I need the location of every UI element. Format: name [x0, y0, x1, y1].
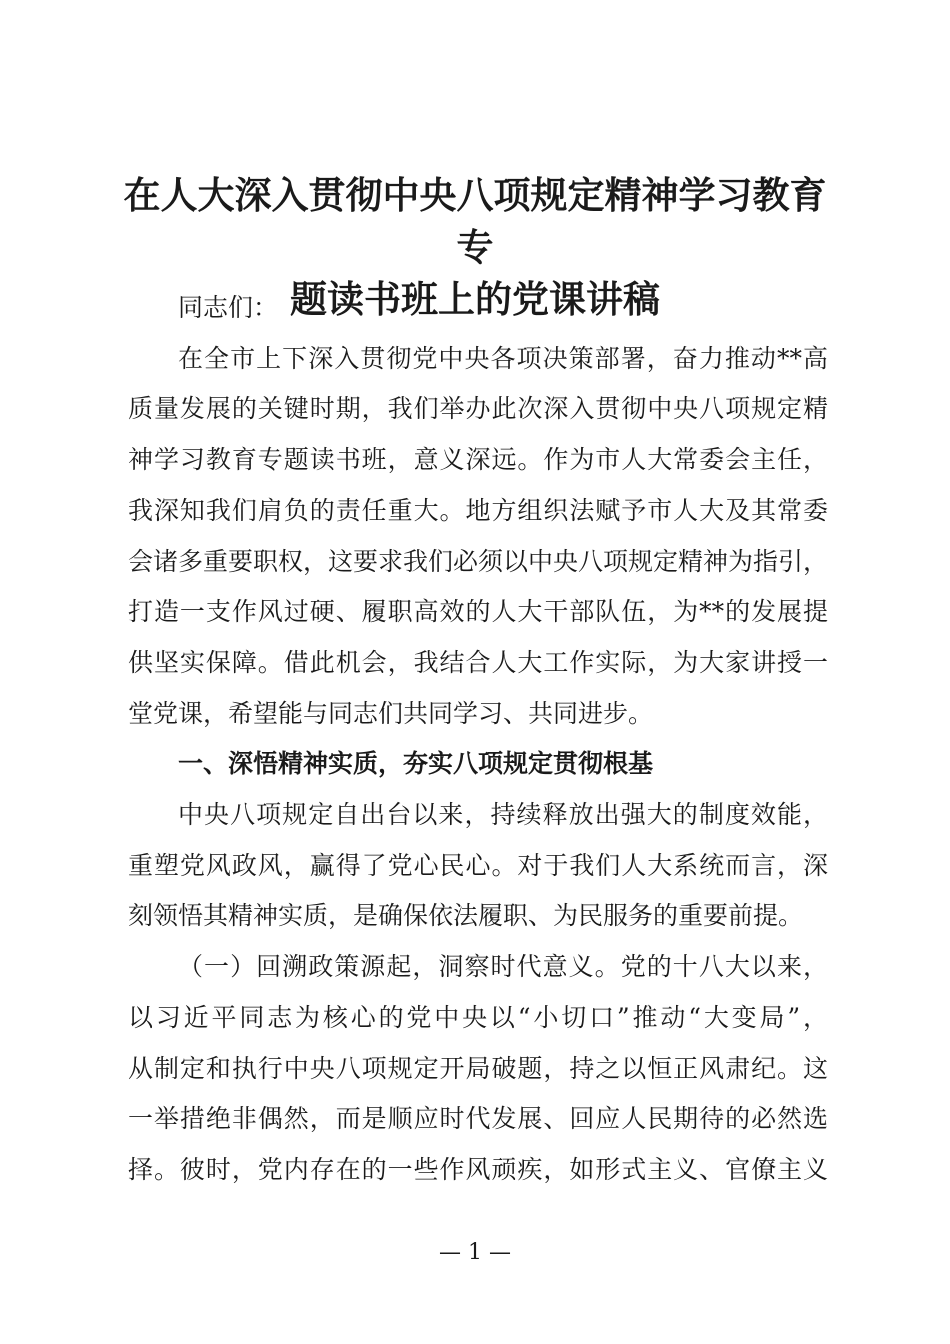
salutation: 同志们： — [178, 293, 279, 322]
intro-line: 质量发展的关键时期，我们举办此次深入贯彻中央八项规定精 — [128, 394, 828, 424]
title-line-2: 题读书班上的党课讲稿 — [290, 278, 660, 321]
intro-line: 打造一支作风过硬、履职高效的人大干部队伍，为**的发展提 — [128, 597, 828, 627]
document-body — [128, 283, 828, 1196]
intro-line: 在全市上下深入贯彻党中央各项决策部署，奋力推动**高 — [178, 343, 828, 373]
subsection1-line: 择。彼时，党内存在的一些作风顽疾，如形式主义、官僚主义 — [128, 1154, 828, 1184]
intro-paragraph — [128, 334, 828, 740]
section1-line: 重塑党风政风，赢得了党心民心。对于我们人大系统而言，深 — [128, 850, 828, 880]
subsection1-paragraph — [128, 942, 828, 1196]
subsection1-line: 一举措绝非偶然，而是顺应时代发展、回应人民期待的必然选 — [128, 1104, 828, 1134]
section1-line: 刻领悟其精神实质，是确保依法履职、为民服务的重要前提。 — [128, 901, 804, 931]
section1-paragraph — [128, 790, 828, 942]
subsection1-line: 以习近平同志为核心的党中央以“小切口”推动“大变局”， — [128, 1002, 828, 1032]
section1-line: 中央八项规定自出台以来，持续释放出强大的制度效能， — [178, 800, 828, 830]
subsection1-line: （一）回溯政策源起，洞察时代意义。党的十八大以来， — [178, 952, 828, 982]
intro-line: 会诸多重要职权，这要求我们必须以中央八项规定精神为指引， — [128, 546, 829, 576]
intro-line: 神学习教育专题读书班，意义深远。作为市人大常委会主任， — [128, 445, 828, 475]
intro-line: 堂党课，希望能与同志们共同学习、共同进步。 — [128, 698, 654, 728]
subsection1-line: 从制定和执行中央八项规定开局破题，持之以恒正风肃纪。这 — [128, 1053, 828, 1083]
title-line-1: 在人大深入贯彻中央八项规定精神学习教育专 — [123, 174, 827, 269]
section-heading-1: 一、深悟精神实质，夯实八项规定贯彻根基 — [178, 749, 654, 779]
intro-line: 我深知我们肩负的责任重大。地方组织法赋予市人大及其常委 — [128, 495, 828, 525]
intro-line: 供坚实保障。借此机会，我结合人大工作实际，为大家讲授一 — [128, 647, 828, 677]
page-number: — 1 — — [439, 1240, 511, 1265]
